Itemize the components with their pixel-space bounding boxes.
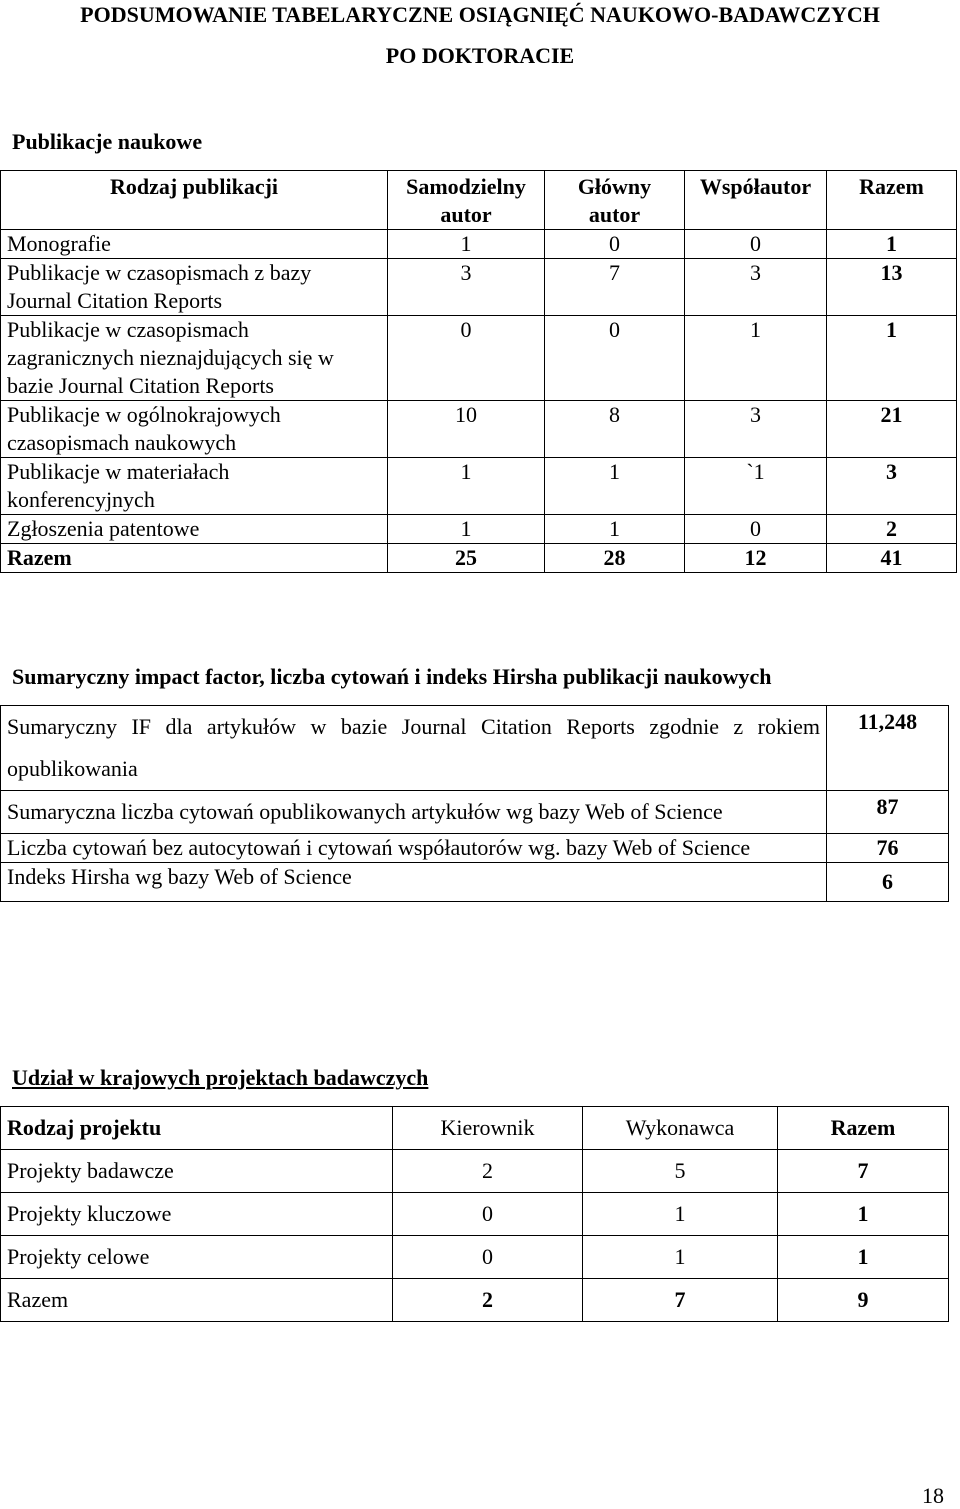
total-label: Razem — [1, 544, 388, 573]
impact-label: Sumaryczna liczba cytowań opublikowanych artykułów wg bazy Web of Science — [1, 791, 827, 834]
impact-value: 76 — [827, 834, 949, 863]
row-total: 7 — [778, 1150, 949, 1193]
projects-table — [0, 1106, 949, 1322]
row-co: 3 — [685, 259, 827, 316]
impact-label: Liczba cytowań bez autocytowań i cytowań współautorów wg. bazy Web of Science — [1, 834, 827, 863]
row-main: 7 — [545, 259, 685, 316]
row-total: 1 — [778, 1193, 949, 1236]
header-coauthor: Współautor — [685, 171, 827, 230]
row-main: 1 — [545, 458, 685, 515]
row-leader: 0 — [393, 1193, 583, 1236]
impact-value: 87 — [827, 791, 949, 834]
page-number: 18 — [922, 1483, 944, 1508]
table-row — [1, 458, 957, 515]
projects-heading: Udział w krajowych projektach badawczych — [12, 1065, 429, 1090]
row-total: 3 — [827, 458, 957, 515]
impact-value: 6 — [827, 863, 949, 902]
table-row — [1, 230, 957, 259]
table-row — [1, 791, 949, 834]
row-leader: 0 — [393, 1236, 583, 1279]
publications-heading: Publikacje naukowe — [12, 129, 203, 154]
total-contractor: 7 — [583, 1279, 778, 1322]
header-total: Razem — [778, 1107, 949, 1150]
impact-label: Indeks Hirsha wg bazy Web of Science — [1, 863, 827, 902]
total-label: Razem — [1, 1279, 393, 1322]
total-total: 41 — [827, 544, 957, 573]
row-main: 0 — [545, 230, 685, 259]
table-row — [1, 316, 957, 401]
row-main: 1 — [545, 515, 685, 544]
header-contractor: Wykonawca — [583, 1107, 778, 1150]
row-contractor: 5 — [583, 1150, 778, 1193]
row-co: `1 — [685, 458, 827, 515]
header-sole-author: Samodzielny autor — [388, 171, 545, 230]
table-row — [1, 834, 949, 863]
row-total: 21 — [827, 401, 957, 458]
total-main: 28 — [545, 544, 685, 573]
row-type: Projekty badawcze — [1, 1150, 393, 1193]
header-type: Rodzaj projektu — [1, 1107, 393, 1150]
document-title: PODSUMOWANIE TABELARYCZNE OSIĄGNIĘĆ NAUKOWO-BADAWCZYCH — [80, 2, 880, 27]
row-sole: 1 — [388, 515, 545, 544]
table-row — [1, 515, 957, 544]
row-type: Publikacje w materiałach konferencyjnych — [1, 458, 388, 515]
row-type: Projekty celowe — [1, 1236, 393, 1279]
row-total: 13 — [827, 259, 957, 316]
table-total-row — [1, 1279, 949, 1322]
row-sole: 10 — [388, 401, 545, 458]
row-co: 0 — [685, 230, 827, 259]
row-sole: 1 — [388, 458, 545, 515]
row-sole: 0 — [388, 316, 545, 401]
row-total: 1 — [778, 1236, 949, 1279]
publications-table — [0, 170, 957, 573]
row-contractor: 1 — [583, 1236, 778, 1279]
row-total: 1 — [827, 230, 957, 259]
table-header-row — [1, 171, 957, 230]
row-co: 3 — [685, 401, 827, 458]
header-main-author: Główny autor — [545, 171, 685, 230]
table-row — [1, 863, 949, 902]
table-row — [1, 1193, 949, 1236]
table-row — [1, 401, 957, 458]
row-main: 0 — [545, 316, 685, 401]
row-type: Publikacje w ogólnokrajowych czasopismach naukowych — [1, 401, 388, 458]
impact-heading: Sumaryczny impact factor, liczba cytowań i indeks Hirsha publikacji naukowych — [12, 664, 772, 689]
row-type: Publikacje w czasopismach zagranicznych nieznajdujących się w bazie Journal Citation Reports — [1, 316, 388, 401]
row-type: Monografie — [1, 230, 388, 259]
table-row — [1, 1236, 949, 1279]
document-subtitle: PO DOKTORACIE — [385, 43, 575, 68]
table-row — [1, 706, 949, 791]
total-co: 12 — [685, 544, 827, 573]
total-total: 9 — [778, 1279, 949, 1322]
header-leader: Kierownik — [393, 1107, 583, 1150]
row-sole: 1 — [388, 230, 545, 259]
header-type: Rodzaj publikacji — [1, 171, 388, 230]
row-total: 1 — [827, 316, 957, 401]
row-co: 0 — [685, 515, 827, 544]
total-sole: 25 — [388, 544, 545, 573]
impact-label: Sumaryczny IF dla artykułów w bazie Journal Citation Reports zgodnie z rokiem opublikowania — [1, 706, 827, 791]
row-total: 2 — [827, 515, 957, 544]
row-leader: 2 — [393, 1150, 583, 1193]
table-header-row — [1, 1107, 949, 1150]
total-leader: 2 — [393, 1279, 583, 1322]
table-row — [1, 1150, 949, 1193]
row-contractor: 1 — [583, 1193, 778, 1236]
header-total: Razem — [827, 171, 957, 230]
row-type: Publikacje w czasopismach z bazy Journal Citation Reports — [1, 259, 388, 316]
table-row — [1, 259, 957, 316]
row-type: Zgłoszenia patentowe — [1, 515, 388, 544]
row-co: 1 — [685, 316, 827, 401]
impact-value: 11,248 — [827, 706, 949, 791]
table-total-row — [1, 544, 957, 573]
row-sole: 3 — [388, 259, 545, 316]
row-type: Projekty kluczowe — [1, 1193, 393, 1236]
row-main: 8 — [545, 401, 685, 458]
impact-table — [0, 705, 949, 902]
